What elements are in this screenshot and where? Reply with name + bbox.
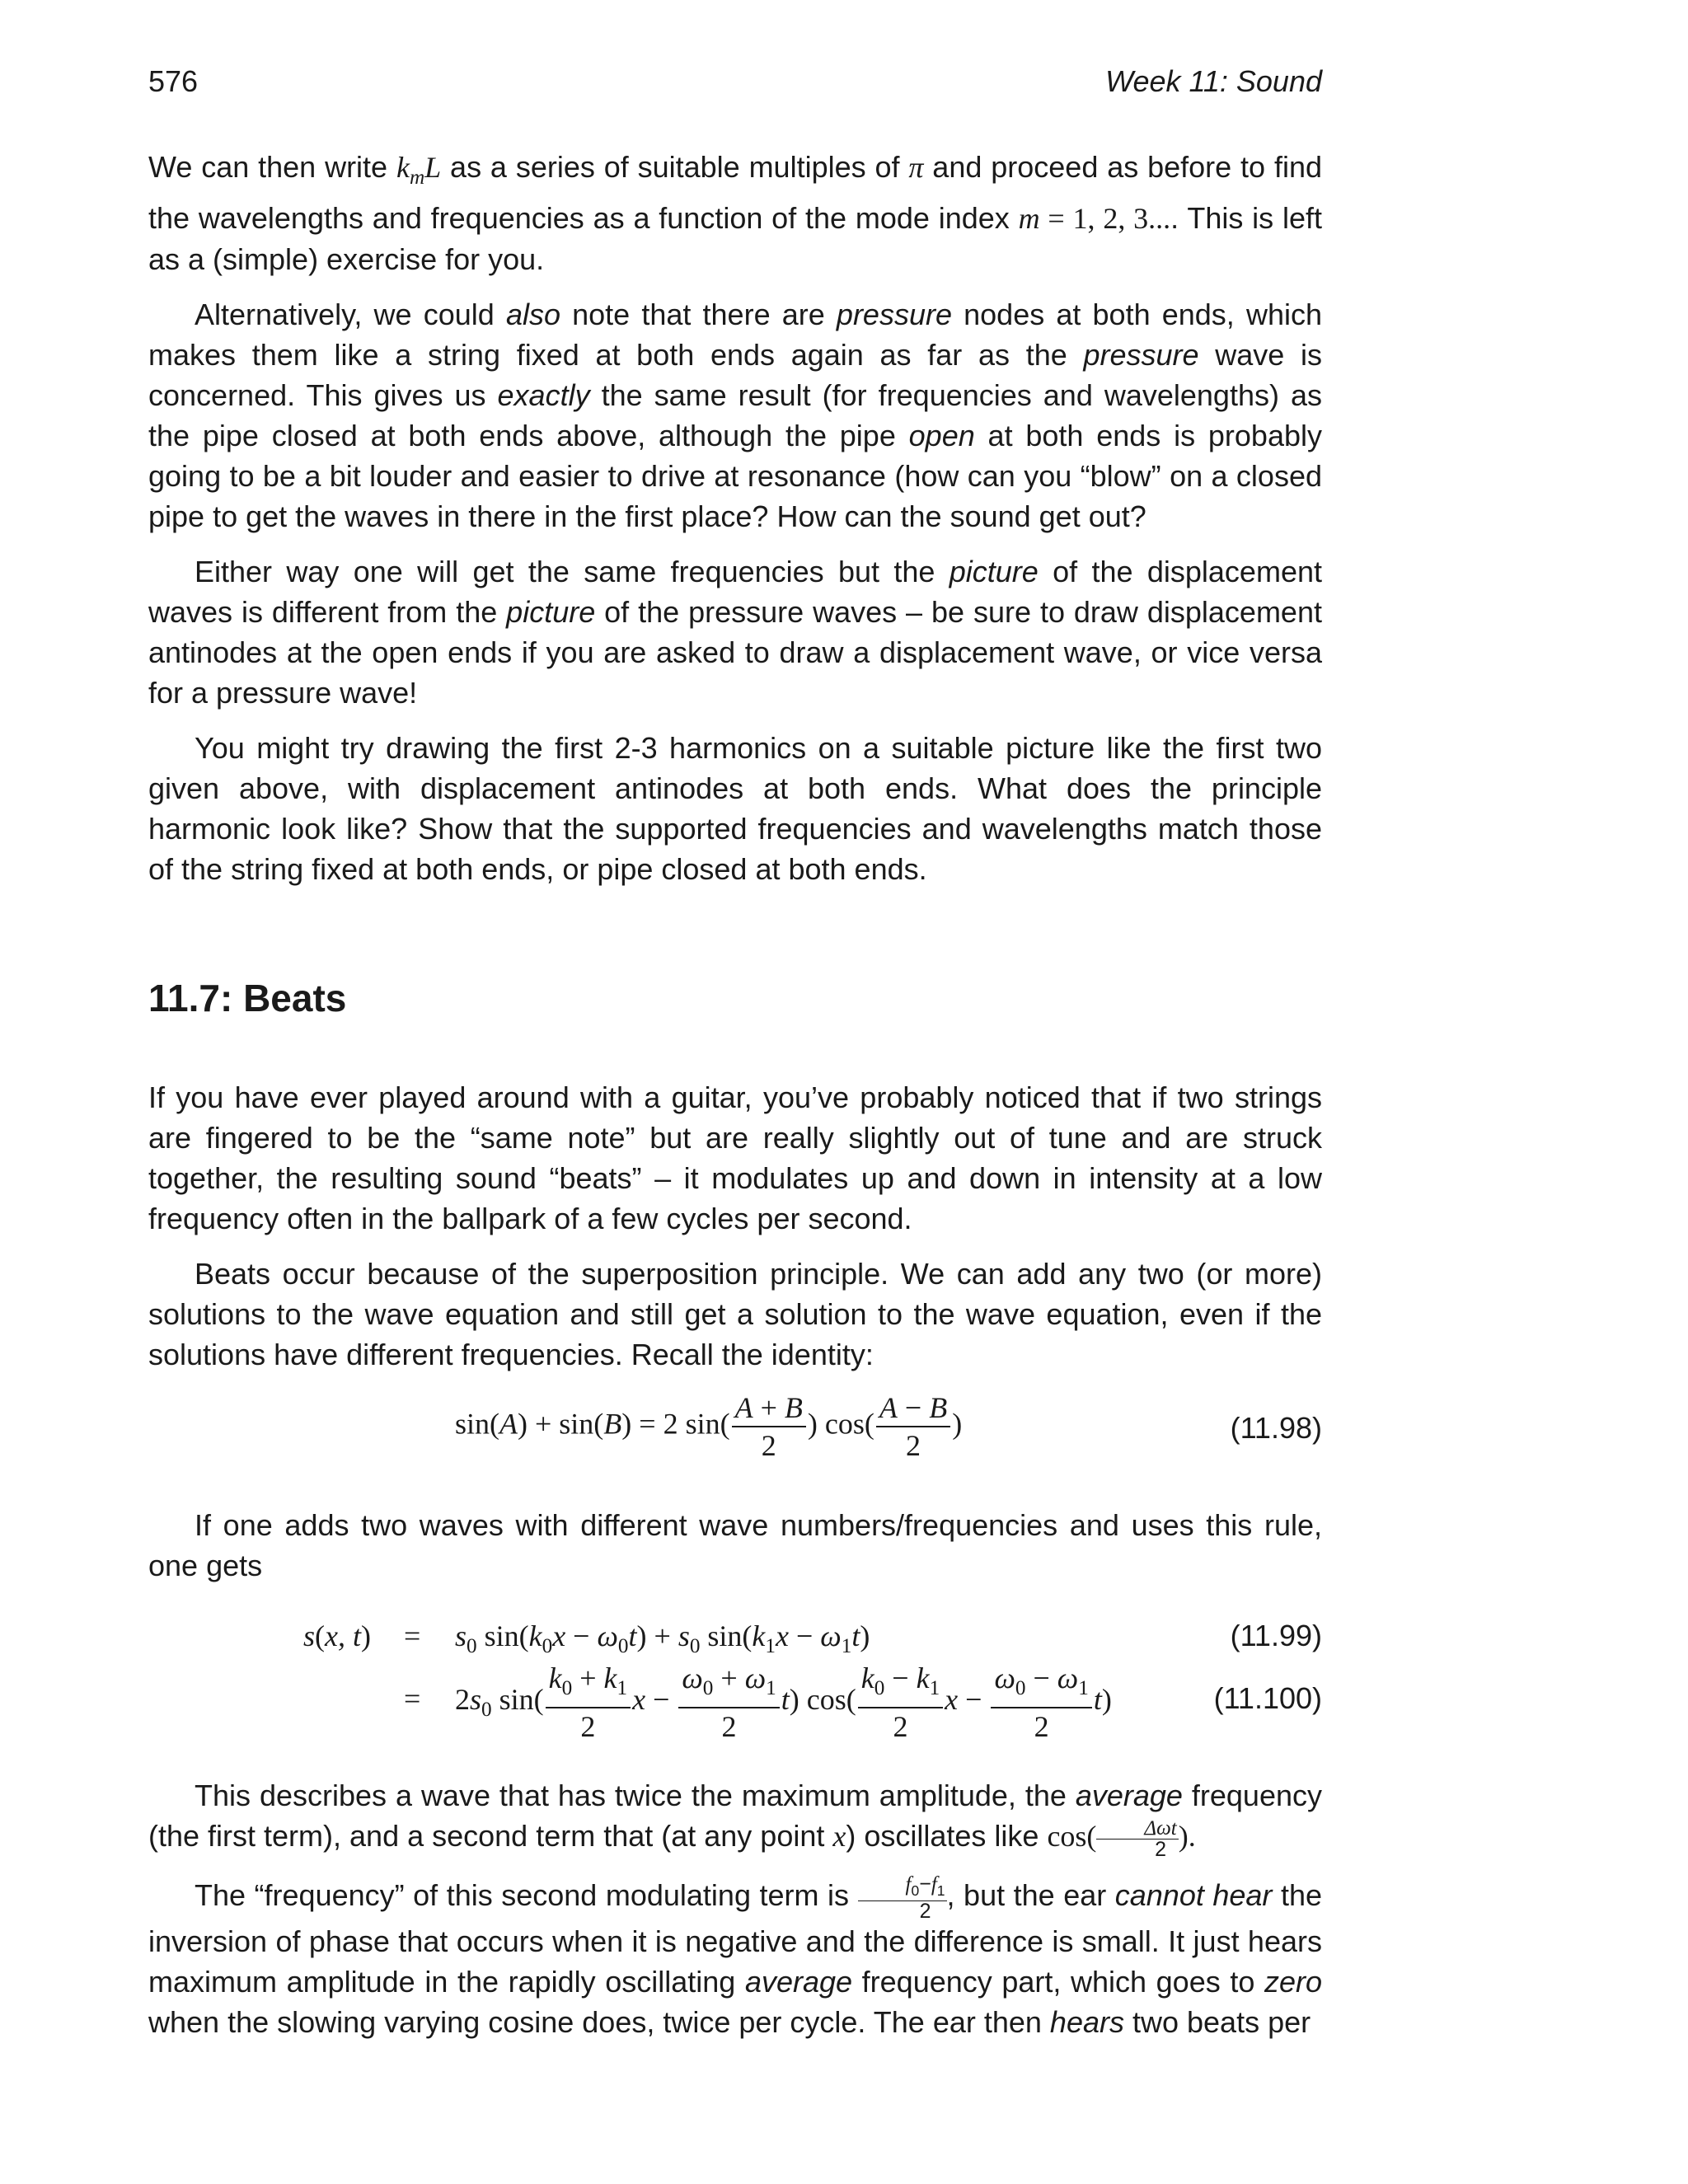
paragraph-4: You might try drawing the first 2-3 harmonics on a suitable picture like the first two given above, with displacement antinodes at both ends. What does the principle harmonic look like? Show that the supported frequencies and wavelengths match those of the string fixed at both ends, or pipe closed at both ends. xyxy=(148,731,1322,887)
paragraph-5: If you have ever played around with a guitar, you’ve probably noticed that if two strings are fingered to be the “same note” but are really slightly out of tune and are struck together, the resulting sound “beats” – it modulates up and down in intensity at a low frequency often in the ballpark of a few cycles per second. xyxy=(148,1080,1322,1236)
section-title: 11.7: Beats xyxy=(148,977,347,1020)
equation-number: (11.100) xyxy=(1213,1681,1322,1716)
equation-11-99: s(x, t) = $s_0$ $\sin(k_0x - \omega_0t) + s_0$ $\sin(k_1x - \omega_1t)$ (11.99) xyxy=(303,1619,1322,1658)
paragraph-2: Alternatively, we could also note that there are pressure nodes at both ends, which makes them like a string fixed at both ends again as far as the pressure wave is concerned. This gives us exactly the same result (for frequencies and wavelengths) as the pipe closed at both ends above, although the pipe open at both ends is probably going to be a bit louder and easier to drive at resonance (how can you “blow” on a closed pipe to get the waves in there in the first place? How can the sound get out? xyxy=(148,298,1322,534)
paragraph-8: This describes a wave that has twice the maximum amplitude, the average frequency (the first term), and a second term that (at any point x) oscillates like cos( Δωt 2 ). xyxy=(148,1779,1322,1861)
math-pi: π xyxy=(908,151,924,184)
paragraph-6: Beats occur because of the superposition principle. We can add any two (or more) solutions to the wave equation and still get a solution to the wave equation, even if the solutions have different frequencies. Recall the identity: xyxy=(148,1257,1322,1372)
equation-11-98-body: sin(A) + sin(B) = 2 sin( $\frac{A + B}{2}$ ) cos( $\frac{A - B}{2}$ ) xyxy=(455,1391,963,1463)
math-kmL: $k_mL$ xyxy=(396,151,442,190)
equation-number: (11.98) xyxy=(1230,1411,1322,1446)
page-number: 576 xyxy=(148,64,199,98)
math-frequency-fraction: $\frac{f_0-f_1}{2}$ xyxy=(858,1874,947,1921)
equation-11-99-body: $s_0$ $\sin(k_0x - \omega_0t) + s_0$ $\sin(k_1x - \omega_1t)$ xyxy=(455,1619,870,1658)
equation-number: (11.99) xyxy=(1230,1619,1322,1653)
page xyxy=(148,0,1322,2184)
paragraph-1: We can then write $k_mL$ as a series of suitable multiples of π and proceed as before to find the wavelengths and frequencies as a function of the mode index m = 1, 2, 3.... This is left as a (simple) exercise for you. xyxy=(148,150,1322,277)
paragraph-9: The “frequency” of this second modulating term is $\frac{f_0-f_1}{2}$ , but the ear cannot hear the inversion of phase that occurs when it is negative and the difference is small. It just hears maximum amplitude in the rapidly oscillating average frequency part, which goes to zero when the slowing varying cosine does, twice per cycle. The ear then hears two beats per xyxy=(148,1872,1322,2039)
paragraph-7: If one adds two waves with different wave numbers/frequencies and uses this rule, one gets xyxy=(148,1508,1322,1583)
page-body xyxy=(148,147,1322,2057)
math-mode-index: m = 1, 2, 3... xyxy=(1018,202,1171,236)
running-title: Week 11: Sound xyxy=(1105,64,1322,98)
paragraph-3: Either way one will get the same frequencies but the picture of the displacement waves is different from the picture of the pressure waves – be sure to draw displacement antinodes at the open ends if you are asked to draw a displacement wave, or vice versa for a pressure wave! xyxy=(148,555,1322,710)
page-header xyxy=(148,64,1322,105)
equation-11-100-body: $2s_0$ sin( $\frac{k_0 + k_1}{2}$ x − $\frac{\omega_0 + \omega_1}{2}$ t) cos( $\frac{k_0 - k_1}{2}$ x − $\frac{\omega_0 - \omega_1}{2}$ t) xyxy=(455,1661,1112,1744)
equation-11-100: = $2s_0$ sin( $\frac{k_0 + k_1}{2}$ x − $\frac{\omega_0 + \omega_1}{2}$ t) cos( $\frac{k_0 - k_1}{2}$ x − $\frac{\omega_0 - \omega_1}{2}$ t) (11.100) xyxy=(404,1661,1322,1744)
equation-11-98 xyxy=(148,1390,1322,1472)
